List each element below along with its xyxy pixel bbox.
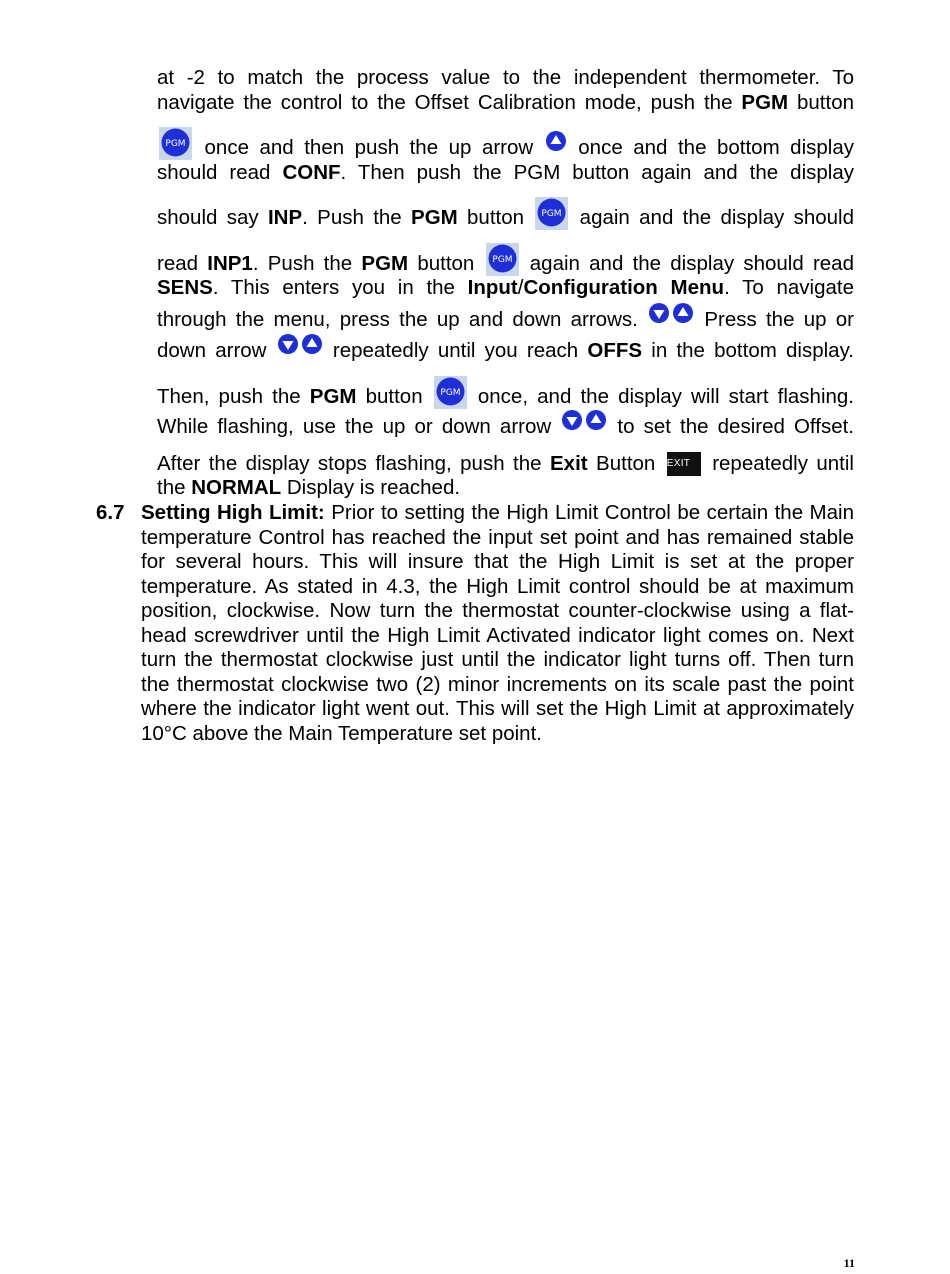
text: Then, push the — [157, 384, 310, 408]
down-arrow-icon — [648, 302, 670, 324]
text: . Push the — [252, 251, 362, 275]
line — [157, 197, 854, 231]
pgm-button-icon — [486, 243, 519, 276]
text: Display is reached. — [281, 476, 461, 499]
text: again and the display should — [570, 206, 855, 229]
down-arrow-icon — [277, 333, 299, 355]
text: once and the bottom display — [567, 136, 854, 159]
text: once and then push the up arrow — [194, 136, 544, 159]
text: . Push the — [302, 206, 412, 229]
bold-pgm: PGM — [361, 251, 409, 275]
text: read — [157, 251, 208, 275]
up-arrow-icon — [672, 302, 694, 324]
line — [157, 91, 854, 116]
text: again and the display should read — [520, 251, 854, 275]
text: down arrow — [157, 339, 276, 362]
bold-configuration-menu: Configuration Menu — [523, 276, 725, 299]
text: / — [517, 276, 524, 299]
page-number: 11 — [843, 1256, 855, 1270]
text: should say — [157, 206, 268, 229]
line — [157, 376, 854, 410]
bold-pgm: PGM — [309, 384, 357, 408]
section-number: 6.7 — [96, 501, 125, 524]
line — [157, 276, 854, 301]
text: button — [356, 384, 432, 408]
line — [157, 409, 854, 440]
line — [157, 243, 854, 277]
pgm-button-icon — [159, 127, 192, 160]
text: to set the desired Offset. — [608, 415, 854, 438]
text: the — [157, 476, 192, 499]
text: Press the up or — [695, 307, 854, 331]
text: After the display stops flashing, push the — [157, 451, 550, 475]
bold-normal: NORMAL — [191, 476, 282, 499]
up-arrow-icon — [585, 409, 607, 431]
text: repeatedly until — [703, 451, 854, 475]
text: button — [408, 251, 484, 275]
text: . To navigate — [724, 276, 854, 299]
text: While flashing, use the up or down arrow — [157, 415, 561, 438]
up-arrow-icon — [545, 130, 567, 152]
text: navigate the control to the Offset Calibration mode, push the — [157, 90, 742, 114]
pgm-label: PGM — [165, 139, 186, 149]
text: button — [788, 90, 854, 114]
bold-pgm: PGM — [741, 90, 789, 114]
section-6-7 — [96, 501, 854, 746]
text: should read — [157, 160, 283, 184]
line — [157, 452, 854, 477]
section-body — [141, 501, 854, 746]
text: through the menu, press the up and down arrows. — [157, 307, 648, 331]
section-text: Prior to setting the High Limit Control be certain the Main temperature Control has reached the input set point and has remained stable for several hours. This will insure that the High Limit is set at the proper temperature. As stated in 4.3, the High Limit control should be at maximum position, clockwise. Now turn the thermostat counter-clockwise using a flat-head screwdriver until the High Limit Activated indicator light comes on. Next turn the thermostat clockwise just until the indicator light turns off. Then turn the thermostat clockwise two (2) minor increments on its scale past the point where the indicator light went out. This will set the High Limit at approximately 10°C above the Main Temperature set point. — [141, 501, 854, 745]
bold-conf: CONF — [282, 160, 341, 184]
exit-button-icon: EXIT — [667, 452, 701, 476]
bold-input: Input — [467, 276, 518, 299]
text: in the bottom display. — [642, 339, 854, 362]
line — [157, 302, 854, 333]
pgm-label: PGM — [440, 387, 461, 398]
line — [157, 333, 854, 364]
text: button — [457, 206, 534, 229]
text: once, and the display will start flashing. — [468, 384, 854, 408]
pgm-label: PGM — [541, 209, 562, 219]
bold-offs: OFFS — [587, 339, 643, 362]
bold-exit: Exit — [550, 451, 588, 475]
bold-inp: INP — [267, 206, 303, 229]
text: at -2 to match the process value to the independent thermometer. To — [157, 66, 854, 89]
text: . This enters you in the — [212, 276, 468, 299]
down-arrow-icon — [561, 409, 583, 431]
line — [157, 476, 854, 501]
text: . Then push the PGM button again and the display — [340, 160, 854, 184]
offset-calibration-paragraph — [157, 66, 854, 501]
pgm-label: PGM — [491, 254, 513, 265]
line — [157, 161, 854, 186]
bold-sens: SENS — [157, 276, 213, 299]
line — [157, 127, 854, 161]
text: Button — [587, 451, 664, 475]
section-title: Setting High Limit: — [141, 501, 325, 524]
text: repeatedly until you reach — [323, 339, 588, 362]
line — [157, 66, 854, 91]
bold-inp1: INP1 — [207, 251, 253, 275]
up-arrow-icon — [301, 333, 323, 355]
bold-pgm: PGM — [411, 206, 458, 229]
pgm-button-icon — [434, 376, 467, 409]
pgm-button-icon — [535, 197, 568, 230]
